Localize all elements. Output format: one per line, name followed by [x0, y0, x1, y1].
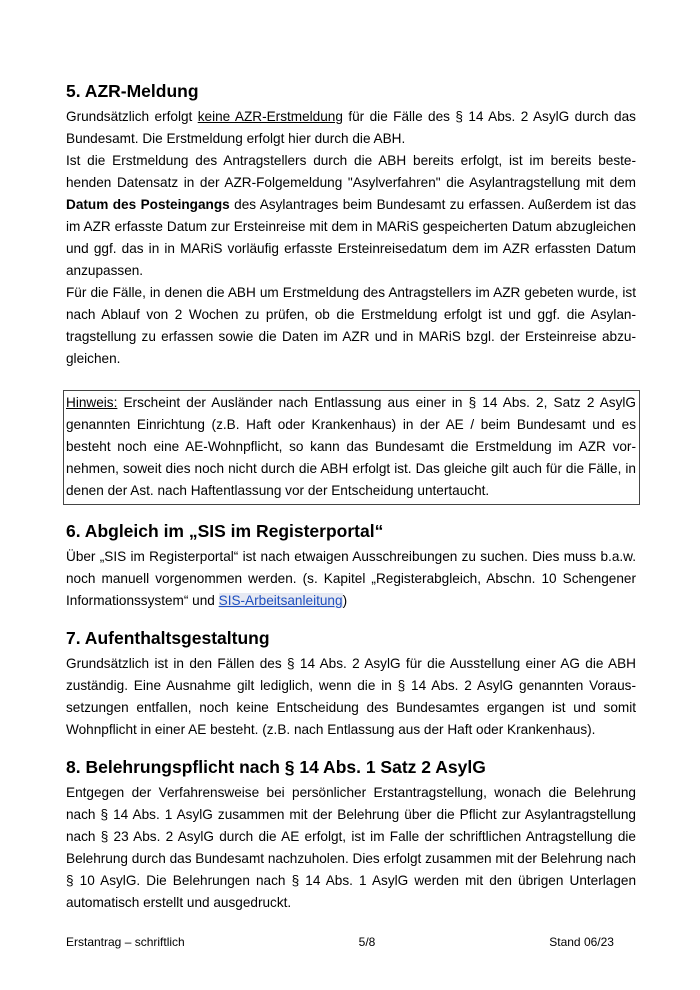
section-5-paragraph-1 — [66, 106, 636, 150]
note-paragraph — [66, 392, 636, 502]
section-6-paragraph — [66, 546, 636, 612]
sis-arbeitsanleitung-link[interactable]: SIS-Arbeitsanleitung — [218, 593, 343, 608]
section-7-paragraph: Grundsätzlich ist in den Fällen des § 14 Abs. 2 AsylG für die Ausstellung einer AG die ABH zuständig. Eine Ausnahme gilt lediglich, wenn die in § 14 Abs. 2 AsylG genannten Voraussetzungen entfallen, noch keine Entscheidung des Bundesamtes ergangen ist und somit Wohnpflicht in einer AE besteht. (z.B. nach Entlassung aus der Haft oder Krankenhaus). — [66, 656, 636, 737]
section-sis-abgleich — [66, 520, 636, 612]
footer-page-number: 5/8 — [358, 935, 376, 949]
section-belehrungspflicht — [66, 756, 636, 914]
page-footer — [66, 935, 614, 949]
section-8-paragraph: Entgegen der Verfahrensweise bei persönlicher Erstantragstellung, wonach die Belehrung nach § 14 Abs. 1 AsylG zusammen mit der Belehrung über die Pflicht zur Asylantragstellung nach § 23 Abs. 2 AsylG durch die AE erfolgt, ist im Falle der schriftlichen Antragstellung die Belehrung durch das Bundesamt nachzuholen. Dies erfolgt zusammen mit der Belehrung nach § 10 AsylG. Die Belehrungen nach § 14 Abs. 1 AsylG werden mit den übrigen Unterlagen automatisch erstellt und ausgedruckt. — [66, 785, 636, 910]
footer-document-title: Erstantrag – schriftlich — [66, 935, 185, 949]
underlined-text: keine AZR-Erstmeldung — [197, 109, 343, 124]
section-7-heading: 7. Aufenthaltsgestaltung — [66, 628, 270, 648]
bold-text: Datum des Posteingangs — [66, 197, 230, 212]
footer-version: Stand 06/23 — [549, 935, 614, 949]
section-aufenthaltsgestaltung — [66, 627, 636, 741]
section-5-paragraph-3: Für die Fälle, in denen die ABH um Erstmeldung des Antragstellers im AZR gebeten wurde, ist nach Ablauf von 2 Wochen zu prüfen, ob die Erstmeldung erfolgt ist und ggf. die Asylantragstellung zu erfassen sowie die Daten im AZR und in MARiS bzgl. der Ersteinreise abzugleichen. — [66, 285, 636, 366]
section-5-paragraph-2 — [66, 150, 636, 282]
page-content — [66, 80, 636, 914]
text-span: Ist die Erstmeldung des Antragstellers durch die ABH bereits erfolgt, ist im bereits bestehenden Datensatz in der AZR-Folgemeldung "Asylverfahren" die Asylantragstellung mit dem — [66, 153, 636, 190]
section-8-heading: 8. Belehrungspflicht nach § 14 Abs. 1 Satz 2 AsylG — [66, 757, 486, 777]
text-span: des Asylantrages beim Bundesamt zu erfassen. Außerdem ist das im AZR erfasste Datum zur Ersteinreise mit dem in MARiS gespeicherten Datum abzugleichen und ggf. das in in MARiS vorläufig erfasste Ersteinreisedatum dem im AZR erfassten Datum anzupassen. — [66, 197, 636, 278]
note-label: Hinweis: — [66, 395, 118, 410]
section-5-heading: 5. AZR-Meldung — [66, 81, 199, 101]
note-text: Erscheint der Ausländer nach Entlassung aus einer in § 14 Abs. 2, Satz 2 AsylG genannten Einrichtung (z.B. Haft oder Krankenhaus) in der AE / beim Bundesamt und es besteht noch eine AE-Wohnpflicht, so kann das Bundesamt die Erstmeldung im AZR vornehmen, soweit dies noch nicht durch die ABH erfolgt ist. Das gleiche gilt auch für die Fälle, in denen der Ast. nach Haftentlassung vor der Entscheidung untertaucht. — [66, 395, 636, 498]
section-azr-meldung — [66, 80, 636, 505]
section-6-heading: 6. Abgleich im „SIS im Registerportal“ — [66, 521, 384, 541]
note-box — [63, 390, 640, 505]
text-span: für die Fälle des § 14 Abs. 2 AsylG durch das Bundesamt. Die Erstmeldung erfolgt hier durch die ABH. — [66, 109, 636, 146]
text-span: Über „SIS im Registerportal“ ist nach etwaigen Ausschreibungen zu suchen. Dies muss b.a.w. noch manuell vorgenommen werden. (s. Kapitel „Registerabgleich, Abschn. 10 Schengener Informationssystem“ und — [66, 549, 636, 608]
text-span: Grundsätzlich erfolgt — [66, 109, 198, 124]
text-span: ) — [342, 593, 348, 608]
